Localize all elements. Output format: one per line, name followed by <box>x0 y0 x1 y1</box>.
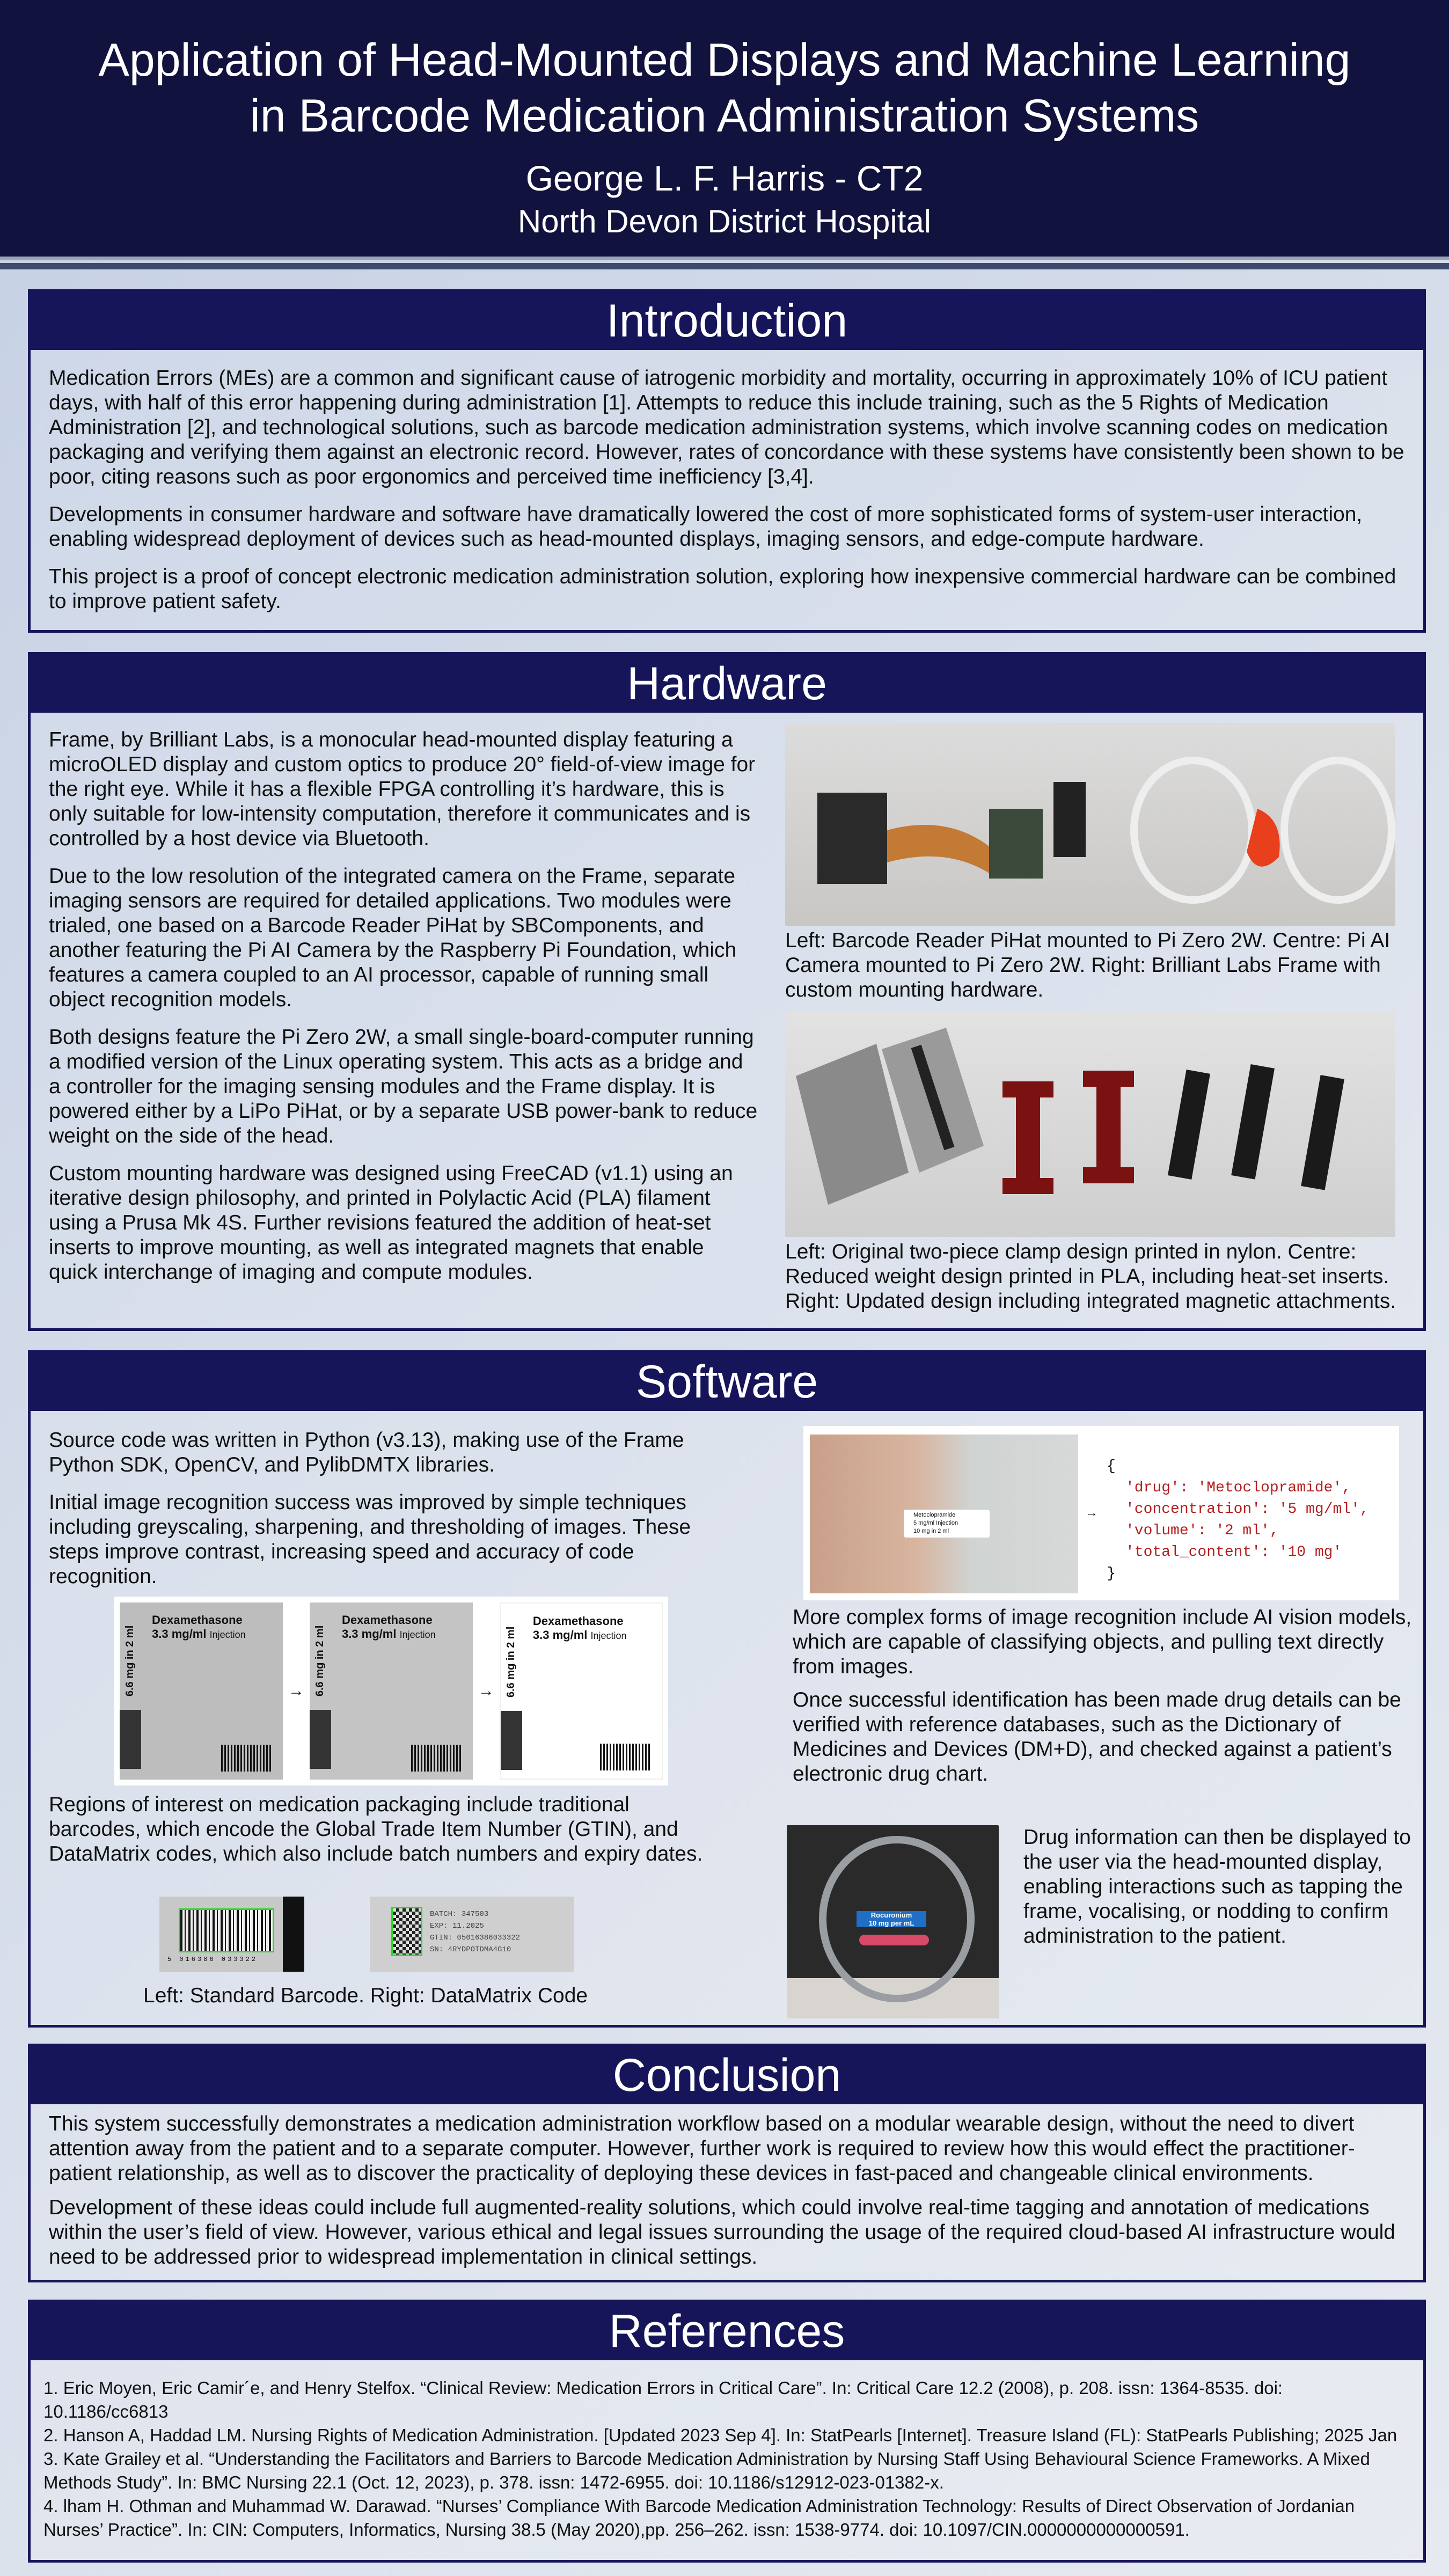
label-side-text: 6.6 mg in 2 ml <box>313 1625 326 1696</box>
paragraph: Medication Errors (MEs) are a common and significant cause of iatrogenic morbidity and mortality, occurring in approximately 10% of ICU patient days, with half of this error happening during administration [1]. Attempts to reduce this include training, such as the 5 Rights of Medication Administration [2], and technological solutions, such as barcode medication administration systems, which involve scanning codes on medication packaging and verifying them against an electronic record. However, rates of concordance with these systems have consistently been shown to be poor, citing reasons such as poor ergonomics and perceived time inefficiency [3,4]. <box>49 367 1404 488</box>
references-panel <box>28 2300 1426 2563</box>
label-sharpened <box>310 1602 473 1780</box>
paragraph: This project is a proof of concept electronic medication administration solution, exploring how inexpensive commercial hardware can be combined to improve patient safety. <box>49 565 1396 613</box>
conclusion-panel <box>28 2044 1426 2282</box>
paragraph: This system successfully demonstrates a medication administration workflow based on a modular wearable design, without the need to divert attention away from the patient and to a separate computer. However, further work is required to review how this would effect the practitioner-patient relationship, as well as to discover the practicality of deploying these devices in fast-paced and changeable clinical environments. <box>49 2112 1355 2185</box>
hardware-panel <box>28 652 1426 1331</box>
section-title: Introduction <box>31 292 1423 350</box>
label-drug-name: Dexamethasone 3.3 mg/ml Injection <box>152 1613 246 1641</box>
reference-item: 4. lham H. Othman and Muhammad W. Darawad. “Nurses’ Compliance With Barcode Medication Administration Technology: Results of Direct Observation of Jordanian Nurses’ Practice”. In: CIN: Computers, Informatics, Nursing 38.5 (May 2020),pp. 256–262. issn: 1538-9774. doi: 10.1097/CIN.0000000000000591. <box>43 2496 1355 2540</box>
label-drug-name: Dexamethasone 3.3 mg/ml Injection <box>341 1613 436 1641</box>
paragraph: Regions of interest on medication packaging include traditional barcodes, which encode the Global Trade Item Number (GTIN), and DataMatrix codes, which also include batch numbers and expiry dates. <box>49 1793 703 1865</box>
barcode-digits: 5 016386 033322 <box>167 1956 258 1963</box>
paragraph: Drug information can then be displayed to the user via the head-mounted display, enabling interactions such as tapping the frame, vocalising, or nodding to confirm administration to the patient. <box>1023 1826 1411 1948</box>
poster-header <box>0 0 1449 260</box>
mounting-hardware-photo <box>785 1012 1395 1237</box>
label-drug-name: Dexamethasone 3.3 mg/ml Injection <box>532 1614 627 1642</box>
introduction-panel <box>28 289 1426 633</box>
label-original <box>120 1602 283 1780</box>
paragraph: Due to the low resolution of the integrated camera on the Frame, separate imaging sensors are required for detailed applications. Two modules were trialed, one based on a Barcode Reader PiHat by SBComponents, and another featuring the Pi AI Camera by the Raspberry Pi Foundation, which features a camera coupled to an AI processor, capable of running small object recognition models. <box>49 865 737 1011</box>
hmd-display-photo: Rocuronium 10 mg per mL <box>787 1825 999 2018</box>
paragraph: More complex forms of image recognition include AI vision models, which are capable of classifying objects, and pulling text directly from images. <box>793 1606 1412 1678</box>
section-title: Hardware <box>31 655 1423 713</box>
ai-extraction-figure: Metoclopramide 5 mg/ml Injection 10 mg in 2 ml → { 'drug': 'Metoclopramide', 'concentration': '5 mg/ml', 'volume': '2 ml', 'total_content': '10 mg' } <box>803 1426 1399 1600</box>
section-title: References <box>31 2302 1423 2360</box>
figure-caption: Left: Standard Barcode. Right: DataMatrix Code <box>143 1984 588 2007</box>
software-panel <box>28 1350 1426 2028</box>
paragraph: Initial image recognition success was improved by simple techniques including greyscaling, sharpening, and thresholding of images. These steps improve contrast, increasing speed and accuracy of code recognition. <box>49 1491 691 1588</box>
label-thresholded <box>500 1602 663 1780</box>
hardware-modules-photo <box>785 723 1395 926</box>
reference-item: 2. Hanson A, Haddad LM. Nursing Rights of Medication Administration. [Updated 2023 Sep 4]. In: StatPearls [Internet]. Treasure Island (FL): StatPearls Publishing; 2025 Jan <box>43 2425 1397 2445</box>
image-preprocessing-figure <box>114 1597 668 1785</box>
reference-item: 1. Eric Moyen, Eric Camir´e, and Henry Stelfox. “Clinical Review: Medication Errors in Critical Care”. In: Critical Care 12.2 (2008), p. 208. issn: 1364-8535. doi: 10.1186/cc6813 <box>43 2378 1283 2421</box>
institution: North Devon District Hospital <box>517 203 932 239</box>
arrow-icon: → <box>478 1682 494 1700</box>
datamatrix-detection-box <box>391 1907 422 1956</box>
paragraph: Both designs feature the Pi Zero 2W, a small single-board-computer running a modified version of the Linux operating system. This acts as a bridge and a controller for the imaging sensing modules and the Frame display. It is powered either by a LiPo PiHat, or by a separate USB power-bank to reduce weight on the side of the head. <box>49 1026 758 1147</box>
section-title: Software <box>31 1353 1423 1411</box>
paragraph: Development of these ideas could include full augmented-reality solutions, which could involve real-time tagging and annotation of medications within the user’s field of view. However, various ethical and legal issues surrounding the usage of the required cloud-based AI infrastructure would need to be addressed prior to widespread implementation in clinical settings. <box>49 2196 1395 2268</box>
paragraph: Developments in consumer hardware and software have dramatically lowered the cost of more sophisticated forms of system-user interaction, enabling widespread deployment of devices such as head-mounted displays, imaging sensors, and edge-compute hardware. <box>49 503 1363 551</box>
ampoule-photo: Metoclopramide 5 mg/ml Injection 10 mg in 2 ml <box>810 1435 1078 1593</box>
paragraph: Custom mounting hardware was designed using FreeCAD (v1.1) using an iterative design philosophy, and printed in Polylactic Acid (PLA) filament using a Prusa Mk 4S. Further revisions featured the addition of heat-set inserts to improve mounting, as well as integrated magnets that enable quick interchange of imaging and compute modules. <box>49 1162 733 1284</box>
label-side-text: 6.6 mg in 2 ml <box>124 1625 136 1696</box>
reference-item: 3. Kate Grailey et al. “Understanding the Facilitators and Barriers to Barcode Medication Administration by Nursing Staff Using Behavioural Science Frameworks. A Mixed Methods Study”. In: BMC Nursing 22.1 (Oct. 12, 2023), p. 378. issn: 1472-6955. doi: 10.1186/s12912-023-01382-x. <box>43 2449 1370 2492</box>
paragraph: Once successful identification has been made drug details can be verified with reference databases, such as the Dictionary of Medicines and Devices (DM+D), and checked against a patient’s electronic drug chart. <box>793 1688 1401 1785</box>
datamatrix-image: BATCH: 347503 EXP: 11.2025 GTIN: 05016386033322 SN: 4RYDPOTDMA4G10 <box>370 1897 574 1972</box>
figure-caption: Left: Original two-piece clamp design printed in nylon. Centre: Reduced weight design printed in PLA, including heat-set inserts. Right: Updated design including integrated magnetic attachments. <box>785 1240 1396 1313</box>
figure-caption: Left: Barcode Reader PiHat mounted to Pi Zero 2W. Centre: Pi AI Camera mounted to Pi Zero 2W. Right: Brilliant Labs Frame with custom mounting hardware. <box>785 929 1391 1001</box>
arrow-icon: → <box>1085 1505 1098 1520</box>
arrow-icon: → <box>288 1682 304 1700</box>
header-divider <box>0 263 1449 269</box>
section-title: Conclusion <box>31 2046 1423 2104</box>
paragraph: Source code was written in Python (v3.13), making use of the Frame Python SDK, OpenCV, and PylibDMTX libraries. <box>49 1429 684 1476</box>
standard-barcode-image <box>159 1897 304 1972</box>
poster-title: Application of Head-Mounted Displays and Machine Learning in Barcode Medication Administration Systems <box>98 34 1351 142</box>
barcode-detection-box <box>179 1908 274 1952</box>
author: George L. F. Harris - CT2 <box>525 158 924 198</box>
label-side-text: 6.6 mg in 2 ml <box>504 1626 517 1697</box>
paragraph: Frame, by Brilliant Labs, is a monocular head-mounted display featuring a microOLED display and custom optics to produce 20° field-of-view image for the right eye. While it has a flexible FPGA controlling it’s hardware, this is only suitable for low-intensity computation, therefore it communicates and is controlled by a host device via Bluetooth. <box>49 728 756 850</box>
